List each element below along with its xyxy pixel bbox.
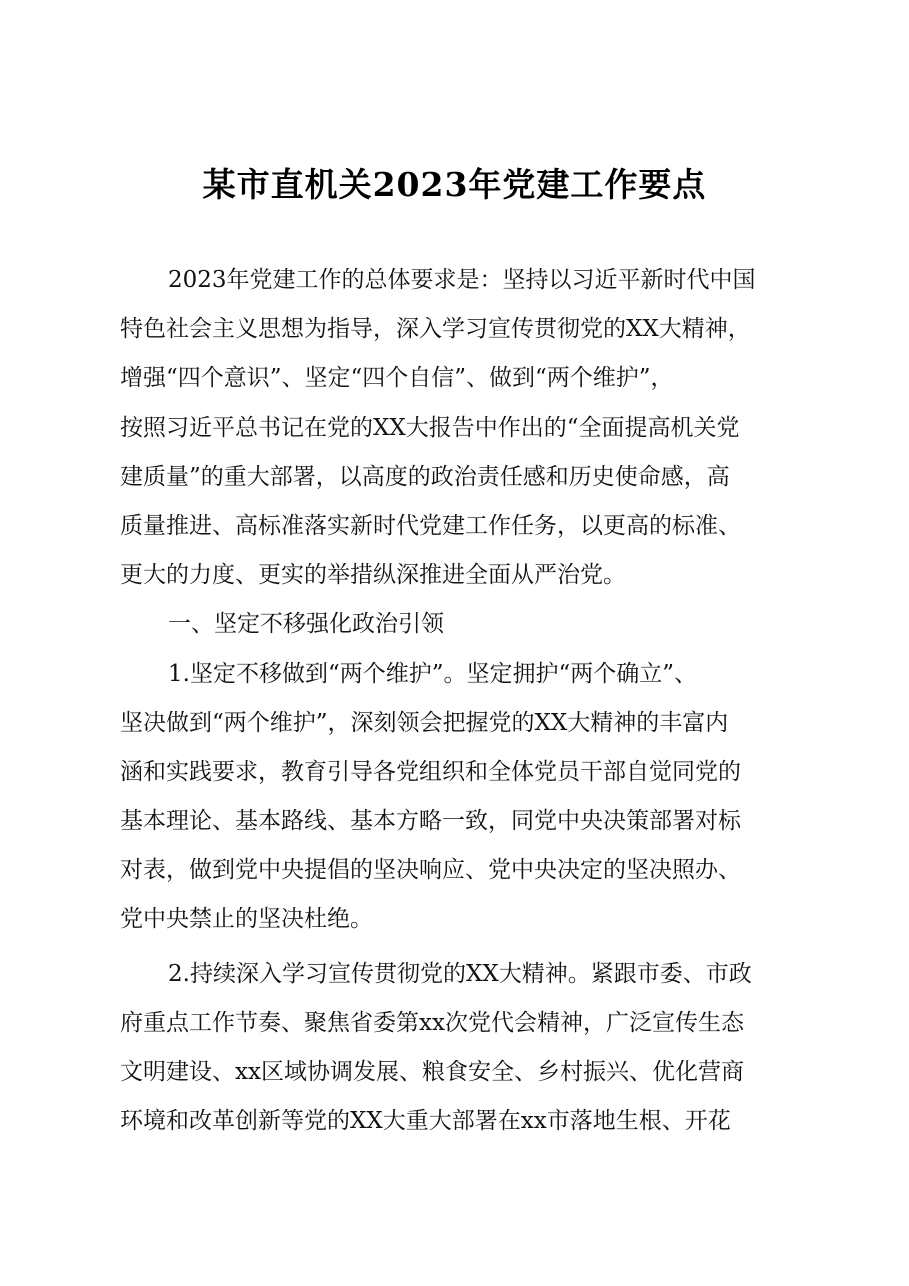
paragraph-line: 对表，做到党中央提倡的坚决响应、党中央决定的坚决照办、 bbox=[120, 857, 741, 884]
section-heading bbox=[120, 600, 792, 649]
paragraph-line: 按照习近平总书记在党的XX大报告中作出的“全面提高机关党 bbox=[120, 414, 740, 441]
item-1-paragraph bbox=[120, 650, 792, 945]
document-title: 某市直机关2023年党建工作要点 bbox=[202, 165, 707, 204]
paragraph-line: 文明建设、xx区域协调发展、粮食安全、乡村振兴、优化营商 bbox=[120, 1059, 744, 1085]
paragraph-line: 环境和改革创新等党的XX大重大部署在xx市落地生根、开花 bbox=[120, 1108, 731, 1135]
paragraph-line: 2.持续深入学习宣传贯彻党的XX大精神。紧跟市委、市政 bbox=[168, 960, 752, 987]
paragraph-line: 更大的力度、更实的举措纵深推进全面从严治党。 bbox=[120, 562, 626, 589]
paragraph-line: 坚决做到“两个维护”，深刻领会把握党的XX大精神的丰富内 bbox=[120, 709, 729, 736]
intro-paragraph bbox=[120, 256, 792, 600]
document-body bbox=[120, 256, 792, 1146]
paragraph-line: 质量推进、高标准落实新时代党建工作任务，以更高的标准、 bbox=[120, 512, 741, 539]
paragraph-line: 党中央禁止的坚决杜绝。 bbox=[120, 906, 373, 933]
paragraph-line: 建质量”的重大部署，以高度的政治责任感和历史使命感，高 bbox=[120, 463, 730, 490]
paragraph-line: 增强“四个意识”、坚定“四个自信”、做到“两个维护”， bbox=[120, 365, 674, 392]
section-heading-text: 一、坚定不移强化政治引领 bbox=[168, 611, 444, 638]
paragraph-line: 1.坚定不移做到“两个维护”。坚定拥护“两个确立”、 bbox=[168, 660, 697, 687]
paragraph-line: 特色社会主义思想为指导，深入学习宣传贯彻党的XX大精神， bbox=[120, 316, 751, 343]
paragraph-line: 府重点工作节奏、聚焦省委第xx次党代会精神，广泛宣传生态 bbox=[120, 1009, 744, 1036]
paragraph-line: 涵和实践要求，教育引导各党组织和全体党员干部自觉同党的 bbox=[120, 758, 741, 785]
item-2-paragraph bbox=[120, 950, 792, 1147]
paragraph-line: 基本理论、基本路线、基本方略一致，同党中央决策部署对标 bbox=[120, 808, 741, 835]
paragraph-line: 2023年党建工作的总体要求是：坚持以习近平新时代中国 bbox=[168, 267, 756, 293]
